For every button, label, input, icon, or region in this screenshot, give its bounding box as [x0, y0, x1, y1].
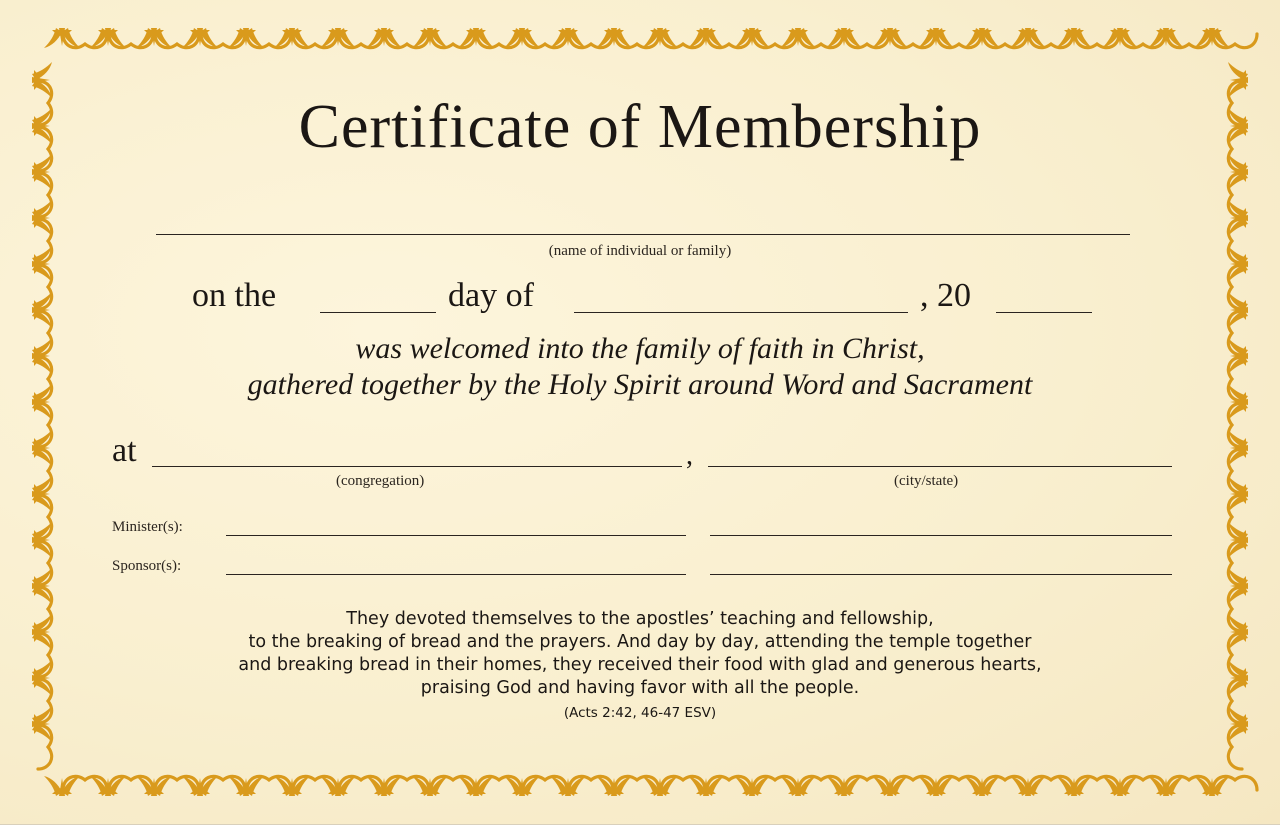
congregation-line: [152, 466, 682, 467]
verse-reference: (Acts 2:42, 46-47 ESV): [563, 705, 717, 721]
minister-line-1: [226, 535, 686, 536]
year-prefix-text: , 20: [920, 277, 971, 314]
at-text: at: [112, 432, 137, 469]
verse-line-1: They devoted themselves to the apostles’ teaching and fellowship,: [346, 609, 934, 629]
month-line: [574, 312, 908, 313]
year-line: [996, 312, 1092, 313]
scan-edge: [0, 824, 1280, 830]
verse-line-3: and breaking bread in their homes, they received their food with glad and generous hearts,: [238, 655, 1042, 675]
on-the-text: on the: [192, 277, 277, 314]
welcome-line-2: gathered together by the Holy Spirit around Word and Sacrament: [247, 368, 1033, 401]
day-of-text: day of: [448, 277, 534, 314]
certificate-title: Certificate of Membership: [298, 93, 982, 161]
name-caption: (name of individual or family): [548, 243, 732, 259]
name-line: [156, 234, 1130, 235]
minister-label: Minister(s):: [112, 519, 183, 535]
at-comma: ,: [686, 440, 693, 471]
city-caption: (city/state): [894, 473, 959, 489]
sponsor-label: Sponsor(s):: [112, 558, 182, 574]
sponsor-line-1: [226, 574, 686, 575]
verse-line-2: to the breaking of bread and the prayers. And day by day, attending the temple together: [248, 632, 1032, 652]
sponsor-line-2: [710, 574, 1172, 575]
city-line: [708, 466, 1172, 467]
welcome-line-1: was welcomed into the family of faith in Christ,: [355, 332, 925, 365]
congregation-caption: (congregation): [336, 473, 425, 489]
minister-line-2: [710, 535, 1172, 536]
verse-line-4: praising God and having favor with all the people.: [420, 678, 860, 698]
day-line: [320, 312, 436, 313]
